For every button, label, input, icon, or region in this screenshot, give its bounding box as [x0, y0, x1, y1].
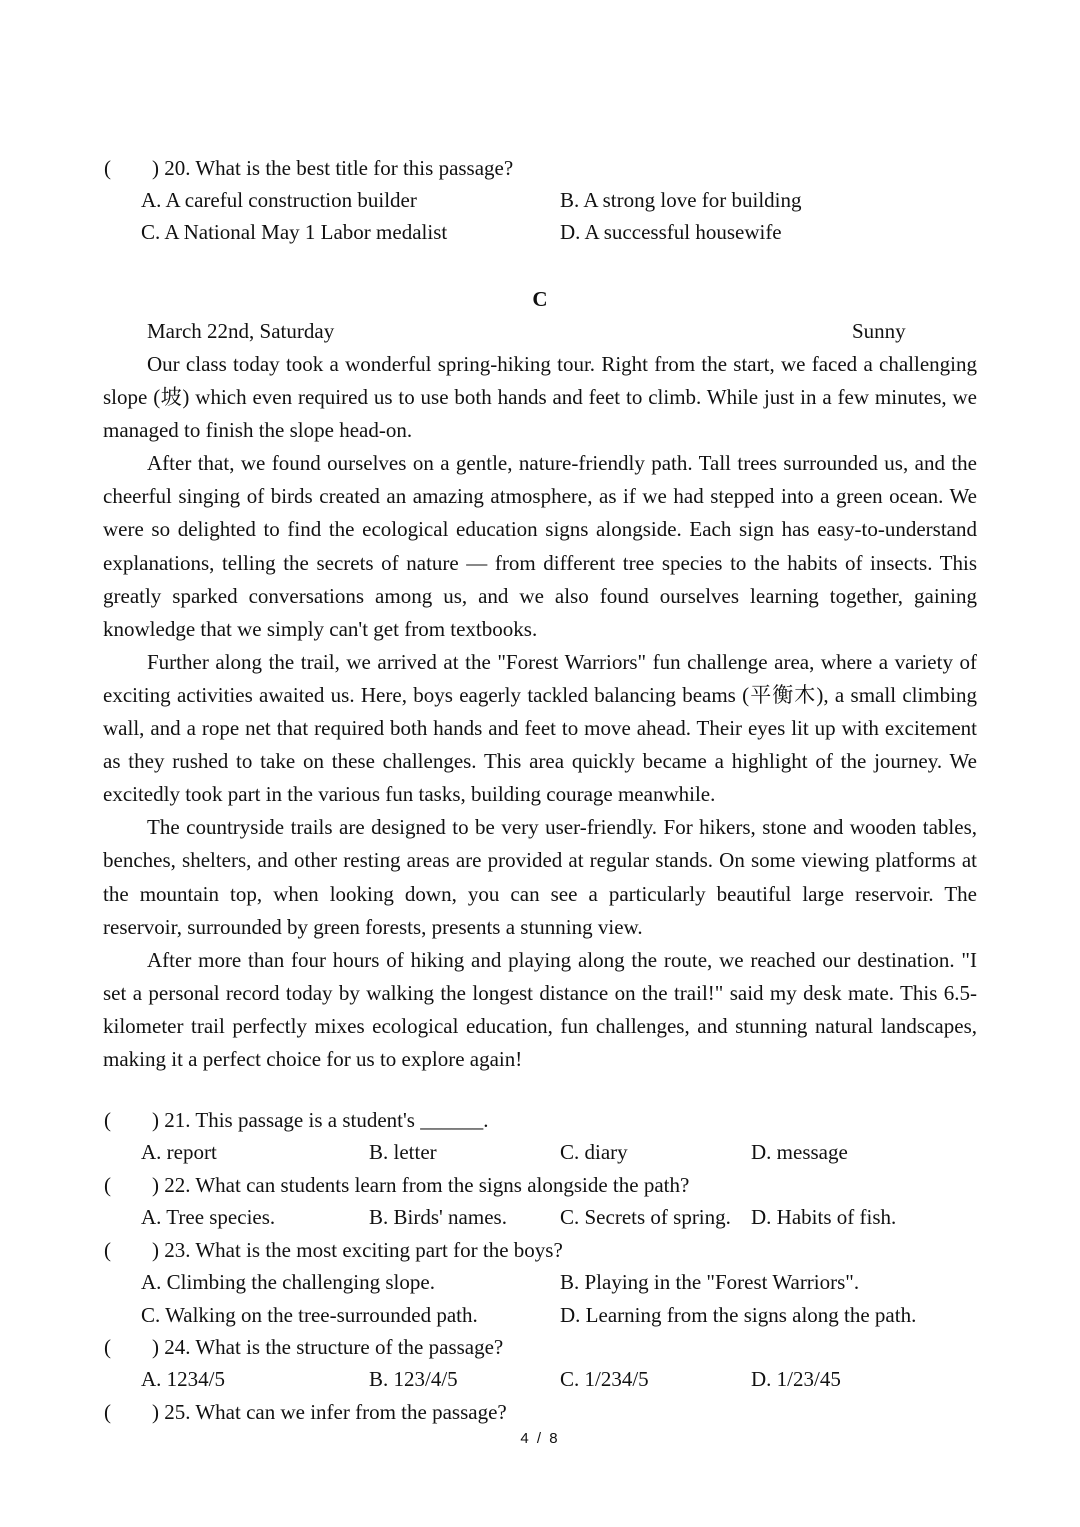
option-a: A. Tree species.: [141, 1205, 276, 1229]
option-d: D. message: [751, 1140, 848, 1164]
question-25-stem: [104, 1397, 507, 1427]
option-a: A. 1234/5: [141, 1367, 225, 1391]
passage-paragraph-5: After more than four hours of hiking and playing along the route, we reached our destination. "I set a personal record today by walking the longest distance on the trail!" said my desk mate. This 6.5-kilometer trail perfectly mixes ecological education, fun challenges, and stunning natural landscapes, making it a perfect choice for us to explore again!: [103, 947, 977, 1071]
question-text: ) 20. What is the best title for this passage?: [152, 156, 514, 180]
passage-paragraph-4: The countryside trails are designed to be very user-friendly. For hikers, stone and wooden tables, benches, shelters, and other resting areas are provided at regular stands. On some viewing platforms at the mountain top, when looking down, you can see a particularly beautiful large reservoir. The reservoir, surrounded by green forests, presents a stunning view.: [103, 815, 977, 939]
option-d: D. A successful housewife: [560, 220, 782, 244]
option-d: D. Habits of fish.: [751, 1205, 897, 1229]
option-b: B. Playing in the "Forest Warriors".: [560, 1270, 860, 1294]
answer-blank[interactable]: (: [104, 1108, 111, 1132]
question-23-stem: [104, 1235, 563, 1265]
reading-passage: [103, 348, 977, 1076]
option-a: A. Climbing the challenging slope.: [141, 1270, 435, 1294]
answer-blank[interactable]: (: [104, 1173, 111, 1197]
question-22-stem: [104, 1170, 689, 1200]
question-21-stem: [104, 1105, 488, 1135]
option-d: D. 1/23/45: [751, 1367, 841, 1391]
option-b: B. letter: [369, 1140, 437, 1164]
question-20-stem: [104, 153, 513, 183]
option-b: B. Birds' names.: [369, 1205, 507, 1229]
option-b: B. A strong love for building: [560, 188, 802, 212]
option-c: C. Walking on the tree-surrounded path.: [141, 1303, 478, 1327]
answer-blank[interactable]: (: [104, 1400, 111, 1424]
question-text: ) 21. This passage is a student's ______.: [152, 1108, 489, 1132]
answer-blank[interactable]: (: [104, 1238, 111, 1262]
diary-date: March 22nd, Saturday: [147, 319, 335, 343]
question-text: ) 23. What is the most exciting part for the boys?: [152, 1238, 563, 1262]
option-c: C. A National May 1 Labor medalist: [141, 220, 448, 244]
answer-blank[interactable]: (: [104, 156, 111, 180]
diary-weather: Sunny: [852, 319, 906, 343]
option-c: C. diary: [560, 1140, 628, 1164]
question-text: ) 25. What can we infer from the passage?: [152, 1400, 507, 1424]
question-24-stem: [104, 1332, 503, 1362]
option-b: B. 123/4/5: [369, 1367, 458, 1391]
option-c: C. Secrets of spring.: [560, 1205, 731, 1229]
page-number: 4 / 8: [520, 1430, 560, 1447]
passage-paragraph-1: Our class today took a wonderful spring-hiking tour. Right from the start, we faced a challenging slope (坡) which even required us to use both hands and feet to climb. While just in a few minutes, we managed to finish the slope head-on.: [103, 352, 977, 443]
option-d: D. Learning from the signs along the path.: [560, 1303, 917, 1327]
question-text: ) 24. What is the structure of the passage?: [152, 1335, 504, 1359]
section-title: C: [532, 287, 548, 311]
option-a: A. report: [141, 1140, 217, 1164]
option-a: A. A careful construction builder: [141, 188, 417, 212]
passage-paragraph-3: Further along the trail, we arrived at the "Forest Warriors" fun challenge area, where a variety of exciting activities awaited us. Here, boys eagerly tackled balancing beams (平衡木), a small climbing wall, and a rope net that required both hands and feet to move ahead. Their eyes lit up with excitement as they rushed to take on these challenges. This area quickly became a highlight of the journey. We excitedly took part in the various fun tasks, building courage meanwhile.: [103, 649, 977, 807]
passage-paragraph-2: After that, we found ourselves on a gentle, nature-friendly path. Tall trees surrounded us, and the cheerful singing of birds created an amazing atmosphere, as if we had stepped into a green ocean. We were so delighted to find the ecological education signs alongside. Each sign has easy-to-understand explanations, telling the secrets of nature — from different tree species to the habits of insects. This greatly sparked conversations among us, and we also found ourselves learning together, gaining knowledge that we simply can't get from textbooks.: [103, 451, 977, 641]
answer-blank[interactable]: (: [104, 1335, 111, 1359]
question-text: ) 22. What can students learn from the signs alongside the path?: [152, 1173, 690, 1197]
option-c: C. 1/234/5: [560, 1367, 649, 1391]
